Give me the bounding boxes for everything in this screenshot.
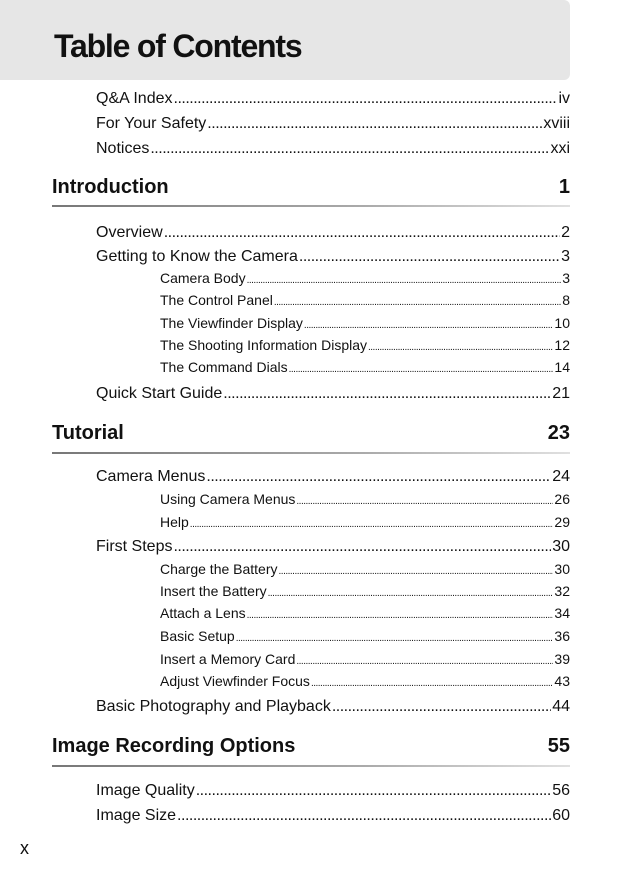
leader-dots: [289, 364, 554, 375]
toc-entry-label: The Control Panel: [160, 292, 273, 308]
section-title: Introduction: [52, 176, 169, 198]
leader-dots: [174, 90, 558, 108]
leader-dots: [247, 610, 554, 621]
toc-entry-label: Camera Body: [160, 270, 246, 286]
leader-dots: [196, 782, 551, 800]
toc-entry-page: 60: [552, 807, 570, 824]
toc-entry-label: Attach a Lens: [160, 605, 246, 621]
section-page: 23: [547, 422, 570, 444]
toc-entry-label: Overview: [96, 224, 163, 241]
toc-entry-page: iv: [558, 90, 570, 107]
toc-entry-image-size[interactable]: [96, 807, 570, 825]
toc-entry-page: 10: [554, 315, 570, 331]
leader-dots: [299, 248, 560, 266]
toc-entry-label: Quick Start Guide: [96, 385, 223, 402]
toc-subentry-charge-the-battery[interactable]: [160, 561, 570, 577]
toc-entry-first-steps[interactable]: [96, 538, 570, 556]
toc-entry-label: Getting to Know the Camera: [96, 248, 298, 265]
leader-dots: [177, 807, 551, 825]
toc-subentry-insert-the-battery[interactable]: [160, 583, 570, 599]
leader-dots: [173, 538, 551, 556]
toc-entry-label: Insert the Battery: [160, 583, 267, 599]
leader-dots: [368, 342, 553, 353]
toc-entry-overview[interactable]: [96, 224, 570, 242]
toc-subentry-adjust-viewfinder-focus[interactable]: [160, 673, 570, 689]
toc-entry-qa-index[interactable]: [96, 90, 570, 108]
leader-dots: [274, 297, 561, 308]
toc-entry-page: 32: [554, 583, 570, 599]
toc-entry-page: 39: [554, 651, 570, 667]
section-title: Image Recording Options: [52, 735, 296, 757]
section-title: Tutorial: [52, 422, 124, 444]
toc-entry-page: 26: [554, 491, 570, 507]
section-heading-introduction[interactable]: [52, 176, 570, 199]
toc-entry-page: 3: [561, 248, 570, 265]
leader-dots: [304, 320, 554, 331]
toc-entry-label: Camera Menus: [96, 468, 206, 485]
section-rule: [52, 452, 570, 454]
toc-entry-page: 56: [552, 782, 570, 799]
leader-dots: [207, 115, 542, 133]
toc-entry-page: 21: [552, 385, 570, 402]
toc-entry-page: 34: [554, 605, 570, 621]
toc-entry-page: 44: [552, 698, 570, 715]
toc-entry-page: 2: [561, 224, 570, 241]
leader-dots: [332, 698, 551, 716]
toc-entry-label: Insert a Memory Card: [160, 651, 296, 667]
leader-dots: [206, 468, 551, 486]
toc-subentry-camera-body[interactable]: [160, 270, 570, 286]
toc-entry-label: Charge the Battery: [160, 561, 278, 577]
toc-entry-notices[interactable]: [96, 140, 570, 158]
toc-entry-label: The Command Dials: [160, 359, 288, 375]
toc-entry-getting-to-know-the-camera[interactable]: [96, 248, 570, 266]
toc-entry-page: xviii: [543, 115, 570, 132]
toc-entry-label: Notices: [96, 140, 150, 157]
toc-entry-for-your-safety[interactable]: [96, 115, 570, 133]
leader-dots: [279, 566, 554, 577]
leader-dots: [164, 224, 560, 242]
toc-entry-page: 30: [554, 561, 570, 577]
toc-entry-page: 30: [552, 538, 570, 555]
toc-subentry-insert-a-memory-card[interactable]: [160, 651, 570, 667]
toc-entry-quick-start-guide[interactable]: [96, 385, 570, 403]
toc-entry-page: 43: [554, 673, 570, 689]
toc-subentry-control-panel[interactable]: [160, 292, 570, 308]
leader-dots: [311, 678, 553, 689]
toc-entry-page: 8: [562, 292, 570, 308]
toc-entry-page: 3: [562, 270, 570, 286]
section-rule: [52, 205, 570, 207]
toc-entry-label: First Steps: [96, 538, 173, 555]
section-heading-image-recording-options[interactable]: [52, 735, 570, 758]
leader-dots: [296, 656, 553, 667]
toc-entry-image-quality[interactable]: [96, 782, 570, 800]
leader-dots: [268, 588, 554, 599]
toc-entry-label: Adjust Viewfinder Focus: [160, 673, 310, 689]
toc-entry-label: The Viewfinder Display: [160, 315, 303, 331]
leader-dots: [236, 633, 554, 644]
toc-entry-label: Using Camera Menus: [160, 491, 296, 507]
toc-subentry-help[interactable]: [160, 514, 570, 530]
toc-subentry-using-camera-menus[interactable]: [160, 491, 570, 507]
toc-subentry-shooting-information-display[interactable]: [160, 337, 570, 353]
toc-entry-page: 29: [554, 514, 570, 530]
toc-entry-label: Q&A Index: [96, 90, 173, 107]
toc-subentry-command-dials[interactable]: [160, 359, 570, 375]
leader-dots: [190, 519, 554, 530]
page-title: Table of Contents: [54, 28, 302, 64]
toc-entry-camera-menus[interactable]: [96, 468, 570, 486]
section-heading-tutorial[interactable]: [52, 422, 570, 445]
toc-entry-page: 12: [554, 337, 570, 353]
leader-dots: [247, 275, 562, 286]
section-rule: [52, 765, 570, 767]
leader-dots: [150, 140, 549, 158]
leader-dots: [296, 496, 553, 507]
toc-entry-label: Image Size: [96, 807, 177, 824]
section-page: 1: [558, 176, 570, 198]
toc-entry-basic-photography-and-playback[interactable]: [96, 698, 570, 716]
toc-entry-label: Basic Setup: [160, 628, 235, 644]
toc-entry-label: The Shooting Information Display: [160, 337, 367, 353]
toc-entry-label: Basic Photography and Playback: [96, 698, 331, 715]
toc-subentry-basic-setup[interactable]: [160, 628, 570, 644]
toc-entry-label: Help: [160, 514, 189, 530]
leader-dots: [223, 385, 551, 403]
toc-entry-page: 36: [554, 628, 570, 644]
toc-entry-label: For Your Safety: [96, 115, 207, 132]
toc-entry-page: xxi: [550, 140, 570, 157]
toc-entry-label: Image Quality: [96, 782, 195, 799]
toc-subentry-viewfinder-display[interactable]: [160, 315, 570, 331]
page-number: x: [20, 838, 29, 858]
section-page: 55: [547, 735, 570, 757]
toc-entry-page: 14: [554, 359, 570, 375]
toc-subentry-attach-a-lens[interactable]: [160, 605, 570, 621]
toc-entry-page: 24: [552, 468, 570, 485]
